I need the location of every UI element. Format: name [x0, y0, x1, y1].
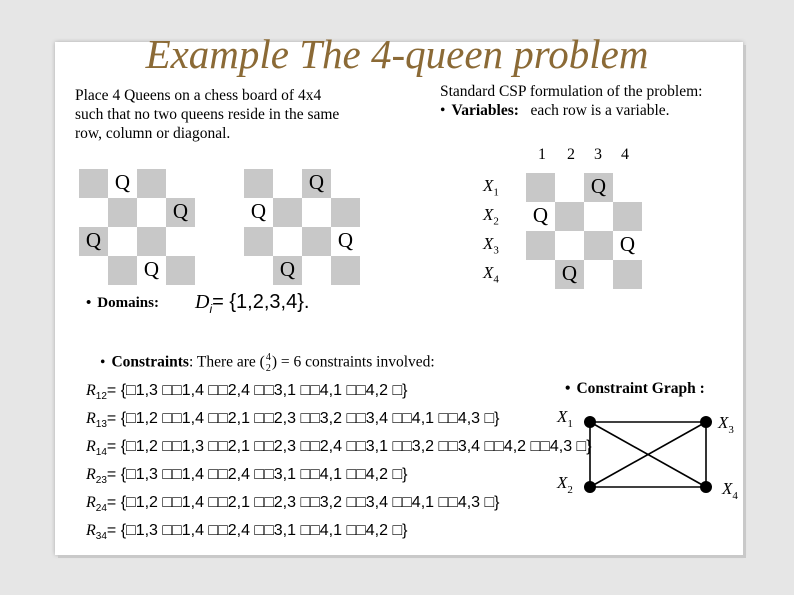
queen-piece: Q: [85, 228, 102, 252]
relation-r12: $R_{12}=$ {□1,3 □□1,4 □□2,4 □□3,1 □□4,1 □□4,2 □}: [86, 382, 408, 403]
board-square: [555, 231, 584, 260]
board-square: [613, 202, 642, 231]
board-square: [137, 169, 166, 198]
intro-line: Place 4 Queens on a chess board of 4x4: [75, 87, 322, 104]
node-label-x3: $X_3$: [718, 413, 734, 436]
board-square: [613, 260, 642, 289]
domain-var: D: [195, 291, 210, 313]
binom-bottom: 2: [265, 363, 271, 374]
relation-r23: $R_{23}=$ {□1,3 □□1,4 □□2,4 □□3,1 □□4,1 □□4,2 □}: [86, 466, 408, 487]
row-label-x3: $X_3$: [483, 234, 499, 257]
domains-formula: [195, 291, 309, 316]
board-square: [137, 198, 166, 227]
relation-r13: $R_{13}=$ {□1,2 □□1,4 □□2,1 □□2,3 □□3,2 □□3,4 □□4,1 □□4,3 □}: [86, 410, 500, 431]
slide-title: Example The 4-queen problem: [145, 31, 649, 77]
board-square: [584, 202, 613, 231]
intro-line: row, column or diagonal.: [75, 125, 231, 142]
column-number: 1: [538, 146, 546, 163]
board-square: [108, 198, 137, 227]
board-square: [273, 169, 302, 198]
relation-r14: $R_{14}=$ {□1,2 □□1,3 □□2,1 □□2,3 □□2,4 □□3,1 □□3,2 □□3,4 □□4,2 □□4,3 □}: [86, 438, 592, 459]
constraints-text-after: ) = 6 constraints involved:: [271, 353, 435, 371]
domains-label: Domains: [97, 295, 154, 311]
board-square: [555, 202, 584, 231]
queen-piece: Q: [143, 257, 160, 281]
node-label-x4: $X_4$: [722, 479, 738, 502]
domain-sub: i: [209, 302, 213, 316]
board-square: [79, 198, 108, 227]
constraint-graph-label: Constraint Graph: [576, 380, 696, 397]
chess-board-1: [79, 169, 195, 285]
board-square: [613, 173, 642, 202]
queen-piece: Q: [337, 228, 354, 252]
node-label-x2: $X_2$: [557, 473, 573, 496]
board-square: [526, 231, 555, 260]
csp-heading: Standard CSP formulation of the problem:: [440, 83, 703, 100]
variables-bullet: [440, 101, 702, 120]
queen-piece: Q: [619, 232, 636, 256]
constraint-graph-bullet: [565, 380, 705, 398]
binom-top: 4: [265, 352, 271, 363]
board-square: [584, 231, 613, 260]
board-square: [108, 227, 137, 256]
queen-piece: Q: [279, 257, 296, 281]
node-label-x1: $X_1$: [557, 407, 573, 430]
board-square: [166, 169, 195, 198]
constraints-text-before: : There are (: [188, 353, 265, 371]
board-square: [166, 227, 195, 256]
board-square: [302, 256, 331, 285]
board-square: [273, 198, 302, 227]
board-square: [108, 256, 137, 285]
board-square: [244, 227, 273, 256]
row-label-x4: $X_4$: [483, 263, 499, 286]
intro-line: such that no two queens reside in the same: [75, 106, 340, 123]
queen-piece: Q: [114, 170, 131, 194]
board-square: [79, 256, 108, 285]
intro-text: [75, 86, 339, 143]
board-square: [331, 198, 360, 227]
row-label-x1: $X_1$: [483, 176, 499, 199]
relation-r24: $R_{24}=$ {□1,2 □□1,4 □□2,1 □□2,3 □□3,2 □□3,4 □□4,1 □□4,3 □}: [86, 494, 500, 515]
queen-piece: Q: [590, 174, 607, 198]
board-square: [331, 256, 360, 285]
board-square: [244, 169, 273, 198]
board-square: [302, 198, 331, 227]
board-square: [331, 169, 360, 198]
board-square: [526, 173, 555, 202]
queen-piece: Q: [308, 170, 325, 194]
queen-piece: Q: [172, 199, 189, 223]
queen-piece: Q: [250, 199, 267, 223]
variables-label: Variables:: [451, 102, 519, 119]
board-square: [244, 256, 273, 285]
column-number: 3: [594, 146, 602, 163]
board-square: [137, 227, 166, 256]
variables-text: each row is a variable.: [530, 102, 670, 119]
relation-r34: $R_{34}=$ {□1,3 □□1,4 □□2,4 □□3,1 □□4,1 □□4,2 □}: [86, 522, 408, 543]
board-square: [79, 169, 108, 198]
domains-colon: :: [153, 295, 159, 311]
constraint-graph-colon: :: [695, 380, 705, 397]
row-label-x2: $X_2$: [483, 205, 499, 228]
chess-board-3: [526, 173, 642, 289]
board-square: [555, 173, 584, 202]
board-square: [584, 260, 613, 289]
column-number: 2: [567, 146, 575, 163]
csp-formulation: [440, 82, 702, 120]
board-square: [273, 227, 302, 256]
board-square: [302, 227, 331, 256]
domain-set: = {1,2,3,4}.: [212, 291, 310, 313]
board-square: [166, 256, 195, 285]
column-number: 4: [621, 146, 629, 163]
constraints-bullet: [100, 352, 435, 374]
board-square: [526, 260, 555, 289]
binomial: [266, 352, 271, 374]
chess-board-2: [244, 169, 360, 285]
domains-bullet: [86, 295, 159, 312]
queen-piece: Q: [532, 203, 549, 227]
constraints-label: Constraints: [111, 353, 189, 371]
queen-piece: Q: [561, 261, 578, 285]
